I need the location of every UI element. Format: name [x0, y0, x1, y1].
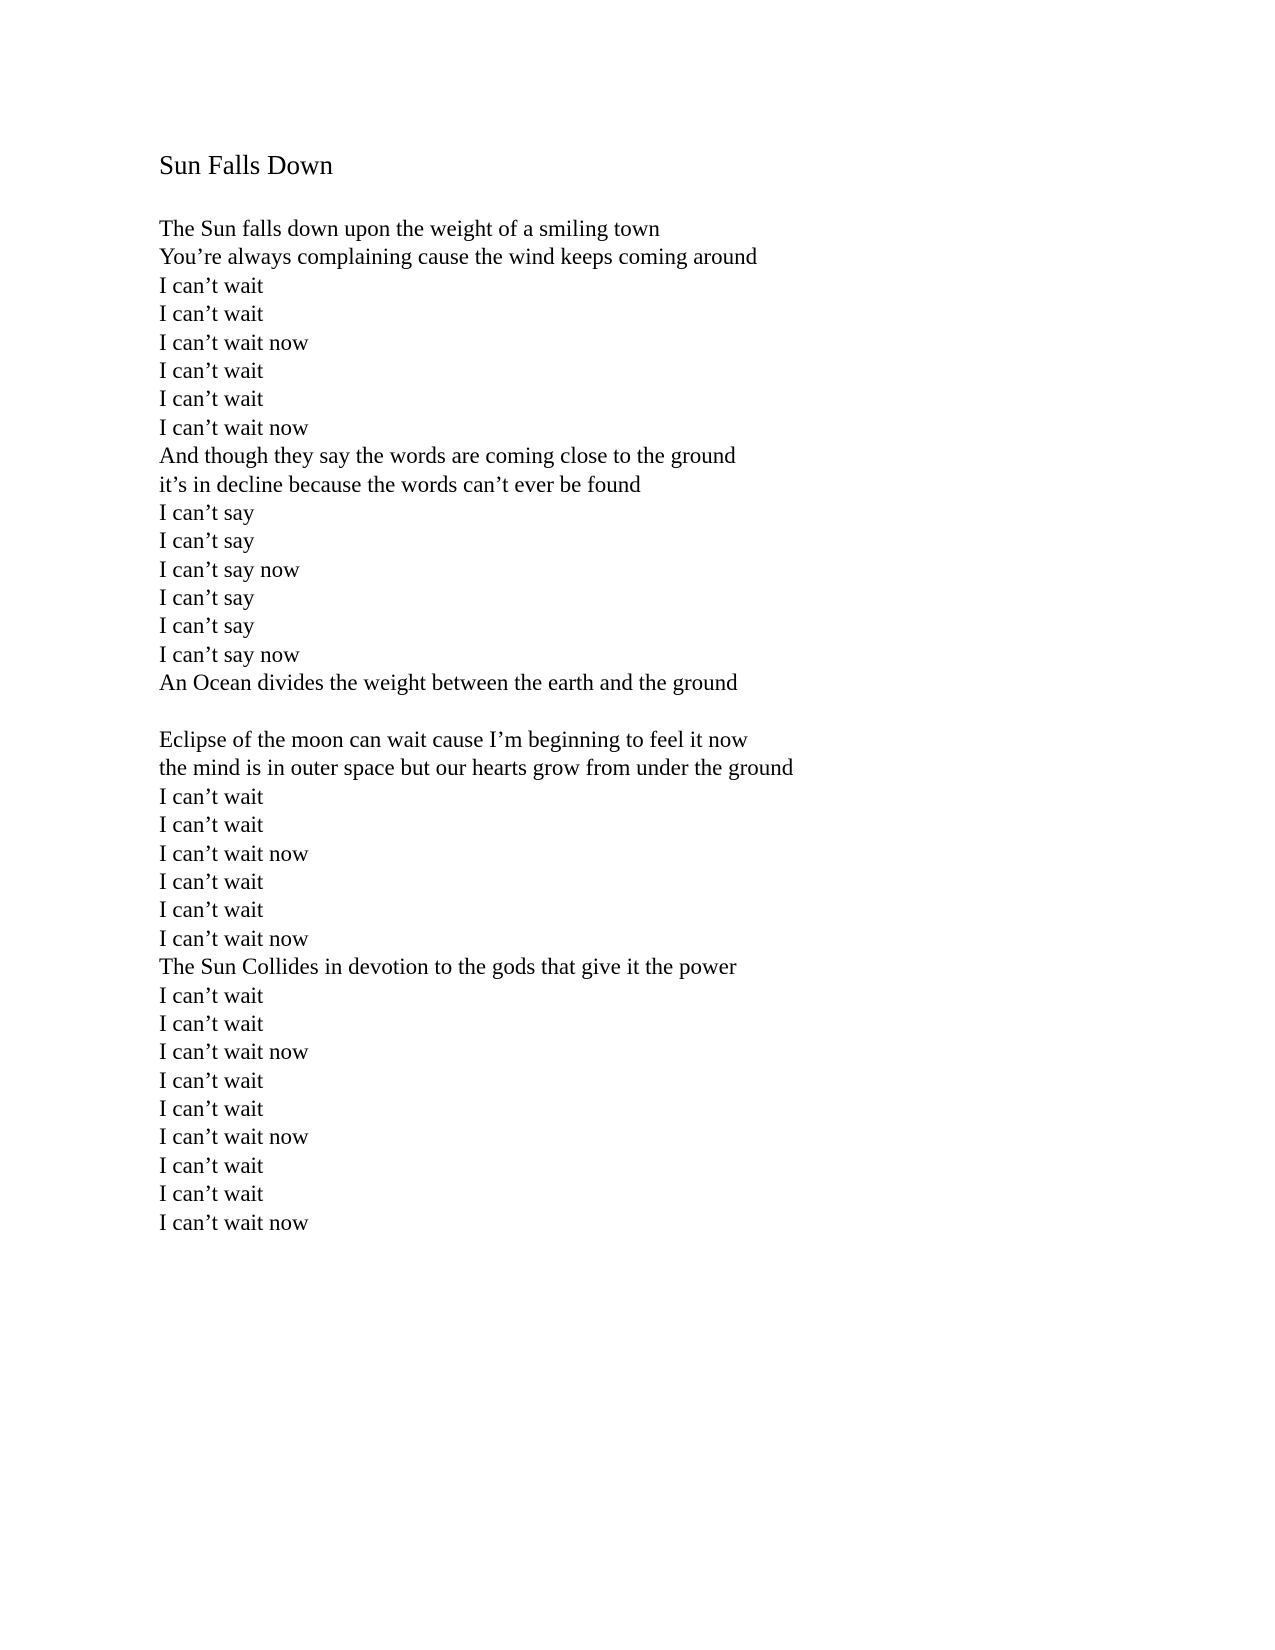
lyric-line: I can’t wait — [159, 868, 264, 894]
lyric-line: I can’t wait now — [159, 329, 309, 355]
stanza-2 — [159, 726, 793, 1237]
page-title: Sun Falls Down — [159, 150, 334, 180]
lyric-line: the mind is in outer space but our hearts grow from under the ground — [159, 755, 794, 781]
lyric-line: An Ocean divides the weight between the earth and the ground — [159, 670, 738, 696]
lyric-line: I can’t wait — [159, 357, 264, 383]
lyric-line: I can’t wait now — [159, 925, 309, 951]
lyric-line: I can’t wait — [159, 301, 264, 327]
lyric-line: I can’t wait — [159, 982, 264, 1008]
lyric-line: I can’t wait now — [159, 840, 309, 866]
lyric-line: And though they say the words are coming close to the ground — [159, 443, 736, 469]
lyric-line: I can’t say — [159, 528, 255, 554]
lyric-line: I can’t wait — [159, 386, 264, 412]
stanza-1 — [159, 215, 757, 698]
lyric-line: it’s in decline because the words can’t ever be found — [159, 471, 641, 497]
lyric-line: I can’t say — [159, 585, 255, 611]
lyric-line: I can’t wait — [159, 812, 264, 838]
lyric-line: Eclipse of the moon can wait cause I’m beginning to feel it now — [159, 727, 748, 752]
lyric-line: I can’t wait — [159, 897, 264, 923]
lyric-line: The Sun Collides in devotion to the gods that give it the power — [159, 954, 737, 980]
lyric-line: I can’t say — [159, 499, 255, 525]
lyric-line: I can’t wait — [159, 1010, 264, 1036]
lyric-line: I can’t say now — [159, 641, 300, 667]
lyric-line: I can’t say now — [159, 556, 300, 582]
lyric-line: I can’t wait — [159, 1152, 264, 1178]
lyric-line: I can’t wait — [159, 272, 264, 298]
lyric-line: I can’t wait now — [159, 414, 309, 440]
lyric-line: I can’t wait now — [159, 1124, 309, 1150]
lyric-line: I can’t wait — [159, 1067, 264, 1093]
lyric-line: The Sun falls down upon the weight of a smiling town — [159, 216, 660, 241]
lyric-line: I can’t wait now — [159, 1209, 309, 1235]
lyric-line: I can’t say — [159, 613, 255, 639]
lyric-line: I can’t wait — [159, 1096, 264, 1122]
lyric-line: I can’t wait — [159, 783, 264, 809]
lyric-line: I can’t wait now — [159, 1039, 309, 1065]
lyric-line: I can’t wait — [159, 1181, 264, 1207]
lyric-line: You’re always complaining cause the wind keeps coming around — [159, 244, 758, 270]
